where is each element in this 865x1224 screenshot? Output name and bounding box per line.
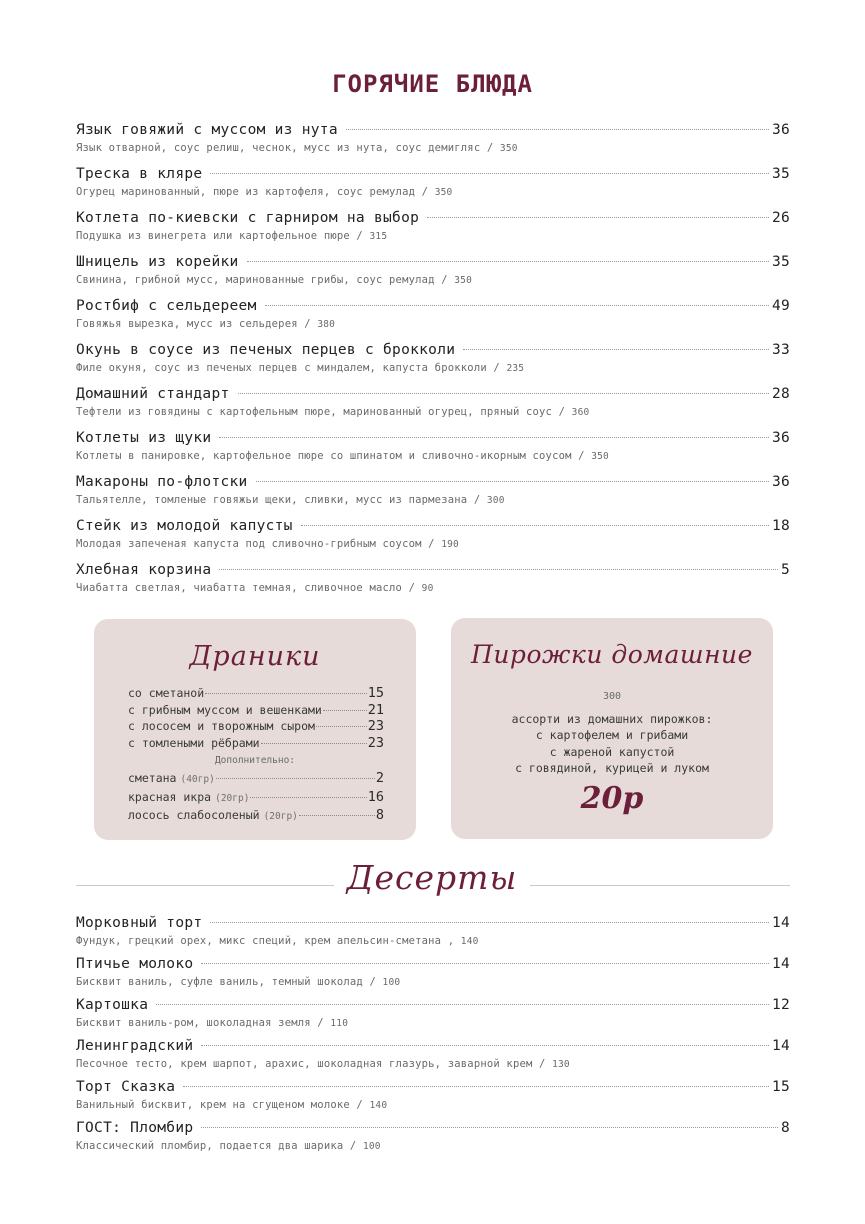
draniki-item	[128, 718, 384, 735]
item-price: 5	[780, 562, 790, 578]
dot-leader	[201, 1127, 778, 1128]
pirozhki-card	[451, 618, 773, 839]
item-description	[76, 975, 790, 990]
dot-leader	[216, 778, 375, 779]
item-row	[76, 516, 790, 536]
item-description	[76, 449, 790, 464]
item-price: 14	[771, 1038, 790, 1054]
item-row	[76, 164, 790, 184]
item-name: Домашний стандарт	[76, 386, 230, 402]
item-name: Ленинградский	[76, 1038, 194, 1054]
draniki-extras-list	[128, 770, 384, 826]
item-row	[76, 296, 790, 316]
desserts-list	[76, 913, 790, 1159]
item-row	[76, 252, 790, 272]
draniki-extra-name: красная икра	[128, 789, 212, 804]
item-price: 8	[780, 1120, 790, 1136]
draniki-extra	[128, 807, 384, 826]
menu-item	[76, 296, 790, 340]
item-name: Птичье молоко	[76, 956, 194, 972]
menu-item	[76, 208, 790, 252]
item-description	[76, 1139, 790, 1154]
draniki-extra-grams: (20гр)	[263, 811, 298, 822]
item-weight: 300	[486, 495, 505, 506]
draniki-extra-price: 8	[375, 807, 384, 823]
dot-leader	[427, 217, 769, 218]
draniki-list	[128, 685, 384, 751]
item-name: Треска в кляре	[76, 166, 203, 182]
item-row	[76, 340, 790, 360]
menu-item	[76, 1036, 790, 1077]
item-ingredients: Песочное тесто, крем шарпот, арахис, шоколадная глазурь, заварной крем /	[76, 1058, 546, 1070]
item-weight: 130	[552, 1059, 570, 1070]
item-price: 18	[771, 518, 790, 534]
dot-leader	[219, 437, 768, 438]
item-row	[76, 120, 790, 140]
pirozhki-weight: 300	[602, 691, 622, 702]
menu-item	[76, 995, 790, 1036]
dot-leader	[463, 349, 769, 350]
item-description	[76, 185, 790, 200]
dot-leader	[265, 305, 769, 306]
item-name: Окунь в соусе из печеных перцев с брокколи	[76, 342, 456, 358]
menu-item	[76, 1077, 790, 1118]
draniki-extra-name: лосось слабосоленый	[128, 808, 260, 822]
draniki-extra-price: 16	[367, 788, 384, 805]
item-description	[76, 537, 790, 552]
draniki-item	[128, 735, 384, 752]
pirozhki-title: Пирожки домашние	[471, 640, 753, 669]
item-row	[76, 1118, 790, 1138]
item-price: 49	[771, 298, 790, 314]
item-weight: 360	[571, 407, 590, 418]
item-name: Макароны по-флотски	[76, 474, 248, 490]
dot-leader	[156, 1004, 769, 1005]
item-weight: 90	[421, 583, 434, 594]
item-ingredients: Филе окуня, соус из печеных перцев с миндалем, капуста брокколи /	[76, 362, 500, 374]
draniki-extra-price: 2	[375, 770, 384, 786]
item-ingredients: Классический пломбир, подается два шарика /	[76, 1140, 357, 1152]
menu-item	[76, 1118, 790, 1159]
item-weight: 100	[362, 1141, 381, 1152]
pirozhki-line: с говядиной, курицей и луком	[515, 761, 709, 776]
draniki-item	[128, 685, 384, 702]
item-description	[76, 405, 790, 420]
menu-item	[76, 164, 790, 208]
menu-item	[76, 428, 790, 472]
item-weight: 190	[441, 539, 459, 550]
item-price: 36	[771, 122, 790, 138]
item-weight: 350	[454, 275, 473, 286]
item-weight: 350	[434, 187, 453, 198]
draniki-item-price: 23	[367, 734, 384, 751]
item-ingredients: Огурец маринованный, пюре из картофеля, соус ремулад /	[76, 186, 429, 198]
item-row	[76, 1036, 790, 1056]
draniki-item	[128, 702, 384, 719]
item-price: 36	[771, 430, 790, 446]
menu-item	[76, 384, 790, 428]
item-description	[76, 1098, 790, 1113]
item-name: ГОСТ: Пломбир	[76, 1120, 194, 1136]
item-ingredients: Тефтели из говядины с картофельным пюре, маринованный огурец, пряный соус /	[76, 406, 566, 418]
item-row	[76, 1077, 790, 1097]
draniki-item-name: с грибным муссом и вешенками	[128, 702, 322, 717]
dot-leader	[299, 815, 375, 816]
item-name: Торт Сказка	[76, 1079, 176, 1095]
draniki-item-price: 21	[367, 701, 384, 718]
hot-dishes-list	[76, 120, 790, 604]
menu-item	[76, 252, 790, 296]
item-ingredients: Тальятелле, томленые говяжьи щеки, сливки, мусс из пармезана /	[76, 494, 481, 506]
item-name: Ростбиф с сельдереем	[76, 298, 257, 314]
dot-leader	[183, 1086, 769, 1087]
dot-leader	[250, 797, 366, 798]
item-name: Язык говяжий с муссом из нута	[76, 122, 338, 138]
item-name: Котлета по-киевски с гарниром на выбор	[76, 210, 420, 226]
draniki-item-price: 15	[367, 685, 384, 701]
item-description	[76, 229, 790, 244]
menu-item	[76, 472, 790, 516]
item-description	[76, 934, 790, 949]
divider-right	[530, 885, 790, 886]
dot-leader	[256, 481, 769, 482]
draniki-item-name: с лососем и творожным сыром	[128, 719, 315, 733]
item-ingredients: Чиабатта светлая, чиабатта темная, сливочное масло /	[76, 582, 416, 594]
item-weight: 315	[369, 231, 388, 242]
draniki-title: Драники	[189, 641, 321, 672]
item-row	[76, 428, 790, 448]
item-description	[76, 361, 790, 376]
draniki-item-name: с томлеными рёбрами	[128, 735, 260, 750]
item-name: Стейк из молодой капусты	[76, 518, 293, 534]
draniki-extra	[128, 789, 384, 808]
item-ingredients: Фундук, грецкий орех, микс специй, крем апельсин-сметана ,	[76, 935, 455, 947]
desserts-title: Десерты	[346, 858, 518, 897]
draniki-extra	[128, 770, 384, 789]
item-row	[76, 472, 790, 492]
item-row	[76, 560, 790, 580]
item-name: Хлебная корзина	[76, 562, 212, 578]
item-price: 12	[771, 997, 790, 1013]
draniki-extra-name: сметана	[128, 771, 177, 785]
pirozhki-line: с картофелем и грибами	[535, 728, 689, 743]
menu-item	[76, 954, 790, 995]
draniki-extra-grams: (40гр)	[180, 774, 215, 785]
item-price: 28	[771, 386, 790, 402]
dot-leader	[219, 569, 778, 570]
item-weight: 140	[369, 1100, 388, 1111]
menu-item	[76, 516, 790, 560]
item-row	[76, 384, 790, 404]
pirozhki-description	[451, 711, 773, 777]
item-description	[76, 273, 790, 288]
pirozhki-line: с жареной капустой	[549, 744, 675, 759]
item-price: 35	[771, 254, 790, 270]
draniki-card	[94, 619, 416, 840]
item-ingredients: Подушка из винегрета или картофельное пюре /	[76, 230, 363, 242]
item-description	[76, 317, 790, 332]
item-ingredients: Молодая запеченая капуста под сливочно-грибным соусом /	[76, 538, 435, 550]
pirozhki-line: ассорти из домашних пирожков:	[511, 712, 713, 726]
item-weight: 350	[591, 451, 609, 462]
item-weight: 350	[499, 143, 518, 154]
item-name: Котлеты из щуки	[76, 430, 212, 446]
item-ingredients: Котлеты в панировке, картофельное пюре со шпинатом и сливочно-икорным соусом /	[76, 450, 585, 462]
item-weight: 140	[460, 936, 479, 947]
menu-item	[76, 913, 790, 954]
item-weight: 235	[506, 363, 525, 374]
item-row	[76, 208, 790, 228]
dot-leader	[346, 129, 769, 130]
item-ingredients: Говяжья вырезка, мусс из сельдерея /	[76, 318, 311, 330]
dot-leader	[201, 1045, 769, 1046]
menu-item	[76, 560, 790, 604]
item-price: 33	[771, 342, 790, 358]
item-weight: 110	[330, 1018, 349, 1029]
item-price: 36	[771, 474, 790, 490]
dot-leader	[301, 525, 769, 526]
item-ingredients: Свинина, грибной мусс, маринованные грибы, соус ремулад /	[76, 274, 448, 286]
dot-leader	[210, 173, 769, 174]
hot-dishes-title: ГОРЯЧИЕ БЛЮДА	[332, 70, 533, 98]
pirozhki-price: 20р	[580, 781, 644, 816]
draniki-item-price: 23	[367, 718, 384, 734]
item-ingredients: Бисквит ваниль-ром, шоколадная земля /	[76, 1017, 324, 1029]
item-row	[76, 995, 790, 1015]
dot-leader	[201, 963, 769, 964]
dot-leader	[210, 922, 769, 923]
item-description	[76, 1016, 790, 1031]
item-row	[76, 954, 790, 974]
dot-leader	[323, 710, 367, 711]
draniki-extra-label: Дополнительно:	[214, 755, 296, 766]
item-description	[76, 493, 790, 508]
menu-item	[76, 340, 790, 384]
item-price: 35	[771, 166, 790, 182]
item-price: 14	[771, 956, 790, 972]
dot-leader	[205, 693, 367, 694]
item-weight: 100	[382, 977, 401, 988]
item-ingredients: Язык отварной, соус релиш, чеснок, мусс из нута, соус демигляс /	[76, 142, 494, 154]
dot-leader	[238, 393, 769, 394]
dot-leader	[261, 743, 367, 744]
item-price: 15	[771, 1079, 790, 1095]
item-ingredients: Ванильный бисквит, крем на сгущеном молоке /	[76, 1099, 363, 1111]
item-name: Морковный торт	[76, 915, 203, 931]
item-row	[76, 913, 790, 933]
dot-leader	[316, 726, 367, 727]
item-name: Шницель из корейки	[76, 254, 239, 270]
dot-leader	[247, 261, 769, 262]
draniki-item-name: со сметаной	[128, 686, 205, 700]
item-ingredients: Бисквит ваниль, суфле ваниль, темный шоколад /	[76, 976, 376, 988]
item-name: Картошка	[76, 997, 149, 1013]
divider-left	[76, 885, 334, 886]
item-weight: 380	[317, 319, 336, 330]
item-description	[76, 581, 790, 596]
item-description	[76, 1057, 790, 1072]
menu-item	[76, 120, 790, 164]
item-description	[76, 141, 790, 156]
item-price: 26	[771, 210, 790, 226]
item-price: 14	[771, 915, 790, 931]
draniki-extra-grams: (20гр)	[215, 792, 250, 804]
